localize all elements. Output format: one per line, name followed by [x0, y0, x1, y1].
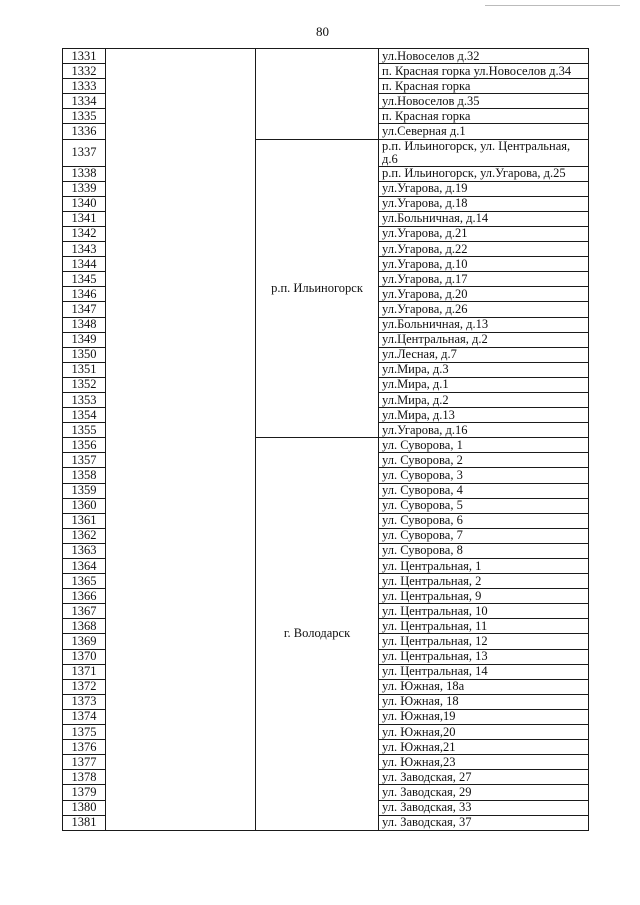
blank-merged-column	[106, 49, 256, 831]
address-cell: ул. Центральная, 14	[379, 664, 589, 679]
address-table-body	[63, 49, 589, 831]
address-cell: ул. Суворова, 3	[379, 468, 589, 483]
address-cell: п. Красная горка	[379, 109, 589, 124]
address-cell: ул. Суворова, 4	[379, 483, 589, 498]
address-cell: ул.Угарова, д.16	[379, 423, 589, 438]
address-cell: ул.Угарова, д.19	[379, 181, 589, 196]
row-number: 1350	[63, 347, 106, 362]
address-cell: ул. Суворова, 6	[379, 513, 589, 528]
row-number: 1339	[63, 181, 106, 196]
row-number: 1362	[63, 528, 106, 543]
address-cell: р.п. Ильиногорск, ул. Центральная, д.6	[379, 139, 589, 166]
address-cell: ул. Южная, 18	[379, 694, 589, 709]
row-number: 1346	[63, 287, 106, 302]
address-cell: ул. Центральная, 9	[379, 589, 589, 604]
row-number: 1355	[63, 423, 106, 438]
row-number: 1341	[63, 211, 106, 226]
address-cell: ул.Новоселов д.32	[379, 49, 589, 64]
address-cell: ул.Угарова, д.26	[379, 302, 589, 317]
address-cell: ул. Заводская, 37	[379, 815, 589, 830]
row-number: 1376	[63, 740, 106, 755]
row-number: 1370	[63, 649, 106, 664]
address-cell: ул.Центральная, д.2	[379, 332, 589, 347]
address-table	[62, 48, 589, 831]
address-cell: ул. Южная, 18а	[379, 679, 589, 694]
address-cell: ул. Суворова, 5	[379, 498, 589, 513]
row-number: 1335	[63, 109, 106, 124]
settlement-cell: р.п. Ильиногорск	[256, 139, 379, 438]
row-number: 1345	[63, 272, 106, 287]
address-cell: ул. Южная,20	[379, 725, 589, 740]
address-cell: ул. Южная,19	[379, 709, 589, 724]
address-cell: ул.Угарова, д.17	[379, 272, 589, 287]
row-number: 1371	[63, 664, 106, 679]
address-cell: ул.Угарова, д.10	[379, 257, 589, 272]
row-number: 1340	[63, 196, 106, 211]
address-cell: р.п. Ильиногорск, ул.Угарова, д.25	[379, 166, 589, 181]
address-cell: ул. Центральная, 2	[379, 574, 589, 589]
address-cell: ул.Северная д.1	[379, 124, 589, 139]
address-cell: ул.Больничная, д.14	[379, 211, 589, 226]
row-number: 1344	[63, 257, 106, 272]
settlement-cell: г. Володарск	[256, 438, 379, 830]
address-cell: ул.Мира, д.3	[379, 362, 589, 377]
address-cell: ул. Суворова, 2	[379, 453, 589, 468]
row-number: 1336	[63, 124, 106, 139]
row-number: 1343	[63, 242, 106, 257]
row-number: 1352	[63, 377, 106, 392]
row-number: 1373	[63, 694, 106, 709]
row-number: 1368	[63, 619, 106, 634]
address-cell: ул.Больничная, д.13	[379, 317, 589, 332]
row-number: 1347	[63, 302, 106, 317]
row-number: 1367	[63, 604, 106, 619]
address-cell: ул.Новоселов д.35	[379, 94, 589, 109]
row-number: 1358	[63, 468, 106, 483]
address-cell: ул. Заводская, 29	[379, 785, 589, 800]
top-scan-rule	[485, 5, 620, 6]
address-cell: ул. Центральная, 12	[379, 634, 589, 649]
row-number: 1354	[63, 408, 106, 423]
row-number: 1332	[63, 64, 106, 79]
address-cell: ул. Суворова, 8	[379, 543, 589, 558]
address-cell: ул.Мира, д.13	[379, 408, 589, 423]
row-number: 1379	[63, 785, 106, 800]
row-number: 1364	[63, 559, 106, 574]
page-number: 80	[316, 24, 329, 39]
address-cell: ул.Угарова, д.21	[379, 226, 589, 241]
row-number: 1342	[63, 226, 106, 241]
row-number: 1359	[63, 483, 106, 498]
row-number: 1361	[63, 513, 106, 528]
table-row	[63, 49, 589, 64]
settlement-cell	[256, 49, 379, 140]
address-cell: ул. Южная,21	[379, 740, 589, 755]
address-cell: ул. Центральная, 13	[379, 649, 589, 664]
row-number: 1337	[63, 139, 106, 166]
row-number: 1334	[63, 94, 106, 109]
address-cell: ул. Южная,23	[379, 755, 589, 770]
row-number: 1369	[63, 634, 106, 649]
row-number: 1348	[63, 317, 106, 332]
address-cell: ул.Угарова, д.18	[379, 196, 589, 211]
row-number: 1333	[63, 79, 106, 94]
address-cell: ул. Заводская, 27	[379, 770, 589, 785]
address-cell: ул. Суворова, 7	[379, 528, 589, 543]
row-number: 1366	[63, 589, 106, 604]
address-cell: ул. Заводская, 33	[379, 800, 589, 815]
address-cell: ул.Мира, д.2	[379, 392, 589, 407]
row-number: 1380	[63, 800, 106, 815]
address-cell: ул.Лесная, д.7	[379, 347, 589, 362]
row-number: 1338	[63, 166, 106, 181]
address-cell: ул. Центральная, 11	[379, 619, 589, 634]
address-cell: п. Красная горка	[379, 79, 589, 94]
row-number: 1381	[63, 815, 106, 830]
address-cell: ул.Мира, д.1	[379, 377, 589, 392]
row-number: 1372	[63, 679, 106, 694]
row-number: 1360	[63, 498, 106, 513]
address-cell: ул. Центральная, 1	[379, 559, 589, 574]
row-number: 1351	[63, 362, 106, 377]
row-number: 1365	[63, 574, 106, 589]
address-cell: п. Красная горка ул.Новоселов д.34	[379, 64, 589, 79]
address-cell: ул.Угарова, д.22	[379, 242, 589, 257]
row-number: 1363	[63, 543, 106, 558]
row-number: 1378	[63, 770, 106, 785]
row-number: 1356	[63, 438, 106, 453]
address-cell: ул. Суворова, 1	[379, 438, 589, 453]
row-number: 1374	[63, 709, 106, 724]
row-number: 1375	[63, 725, 106, 740]
address-cell: ул.Угарова, д.20	[379, 287, 589, 302]
row-number: 1331	[63, 49, 106, 64]
row-number: 1377	[63, 755, 106, 770]
row-number: 1353	[63, 392, 106, 407]
row-number: 1357	[63, 453, 106, 468]
row-number: 1349	[63, 332, 106, 347]
address-cell: ул. Центральная, 10	[379, 604, 589, 619]
